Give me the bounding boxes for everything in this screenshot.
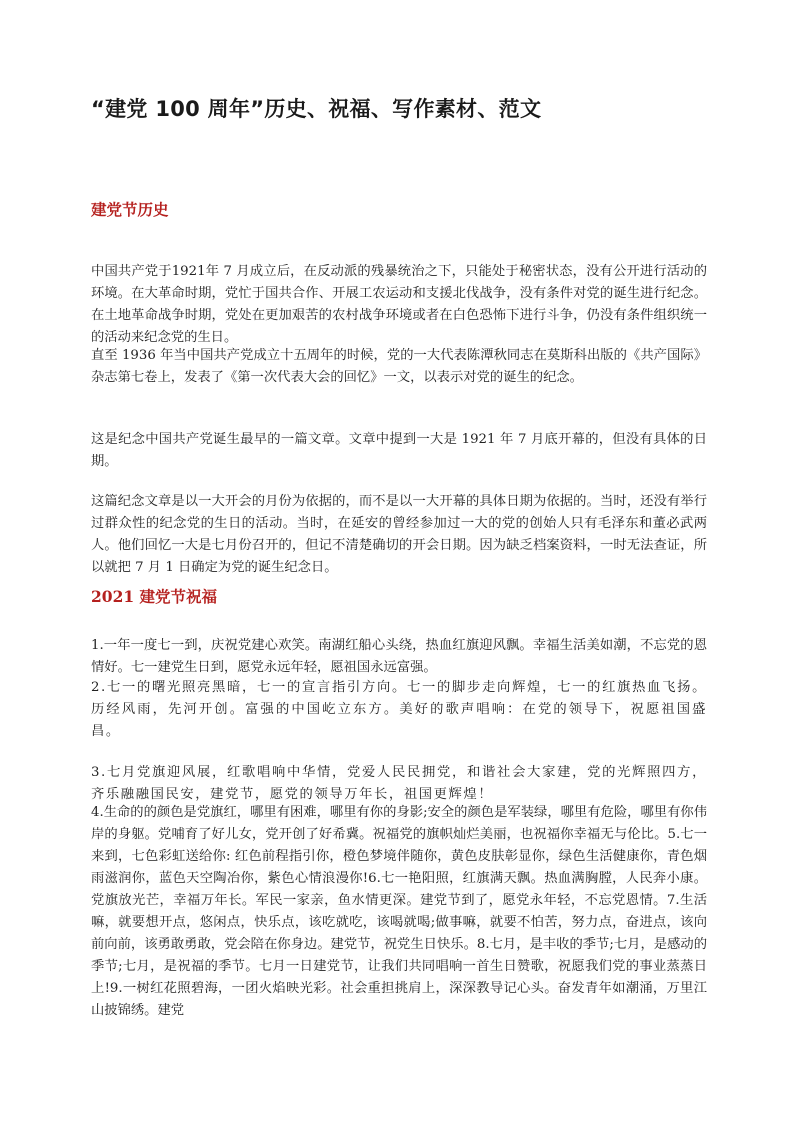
document-title: “建党 100 周年”历史、祝福、写作素材、范文 [91, 97, 542, 121]
wish-paragraph-1: 1.一年一度七一到，庆祝党建心欢笑。南湖红船心头绕，热血红旗迎风飘。幸福生活美如潮，不忘党的恩情好。七一建党生日到，愿党永远年轻，愿祖国永远富强。 [91, 638, 707, 675]
section-heading-history: 建党节历史 [91, 200, 169, 219]
wish-paragraph-3: 3.七月党旗迎风展，红歌唱响中华情，党爱人民民拥党，和谐社会大家建，党的光辉照四方，齐乐融融国民安，建党节，愿党的领导万年长，祖国更辉煌！ [91, 765, 707, 802]
wish-paragraph-4: 4.生命的的颜色是党旗红，哪里有困难，哪里有你的身影;安全的颜色是军装绿，哪里有危险，哪里有你伟岸的身躯。党哺育了好儿女，党开创了好希冀。祝福党的旗帜灿烂美丽，也祝福你幸福无与伦比。5.七一来到，七色彩虹送给你: 红色前程指引你，橙色梦境伴随你，黄色皮肤彰显你，绿色生活健康你，青色烟雨滋润你，蓝色天空陶冶你，紫色心情浪漫你!6.七一艳阳照，红旗满天飘。热血满胸膛，人民奔小康。党旗放光芒，幸福万年长。军民一家亲，鱼水情更深。建党节到了，愿党永年轻，不忘党恩情。7.生活嘛，就要想开点，悠闲点，快乐点，该吃就吃，该喝就喝;做事嘛，就要不怕苦，努力点，奋进点，该向前向前，该勇敢勇敢，党会陪在你身边。建党节，祝党生日快乐。8.七月，是丰收的季节;七月，是感动的季节;七月，是祝福的季节。七月一日建党节，让我们共同唱响一首生日赞歌，祝愿我们党的事业蒸蒸日上!9.一树红花照碧海，一团火焰映光彩。社会重担挑肩上，深深教导记心头。奋发青年如潮涌，万里江山披锦绣。建党 [91, 805, 707, 1018]
history-paragraph-2: 直至 1936 年当中国共产党成立十五周年的时候，党的一大代表陈潭秋同志在莫斯科出版的《共产国际》杂志第七卷上，发表了《第一次代表大会的回忆》一文，以表示对党的诞生的纪念。 [91, 348, 707, 385]
history-paragraph-3: 这是纪念中国共产党诞生最早的一篇文章。文章中提到一大是 1921 年 7 月底开幕的，但没有具体的日期。 [91, 432, 707, 469]
section-heading-wishes: 2021 建党节祝福 [91, 587, 218, 606]
history-paragraph-1: 中国共产党于1921年 7 月成立后，在反动派的残暴统治之下，只能处于秘密状态，没有公开进行活动的环境。在大革命时期，党忙于国共合作、开展工农运动和支援北伐战争，没有条件对党的诞生进行纪念。在土地革命战争时期，党处在更加艰苦的农村战争环境或者在白色恐怖下进行斗争，仍没有条件组织统一的活动来纪念党的生日。 [91, 264, 707, 345]
wish-paragraph-2: 2.七一的曙光照亮黑暗，七一的宣言指引方向。七一的脚步走向辉煌，七一的红旗热血飞扬。历经风雨，先河开创。富强的中国屹立东方。美好的歌声唱响：在党的领导下，祝愿祖国盛昌。 [91, 680, 707, 739]
history-paragraph-4: 这篇纪念文章是以一大开会的月份为依据的，而不是以一大开幕的具体日期为依据的。当时，还没有举行过群众性的纪念党的生日的活动。当时，在延安的曾经参加过一大的党的创始人只有毛泽东和董必武两人。他们回忆一大是七月份召开的，但记不清楚确切的开会日期。因为缺乏档案资料，一时无法查证，所以就把 7 月 1 日确定为党的诞生纪念日。 [91, 494, 707, 575]
